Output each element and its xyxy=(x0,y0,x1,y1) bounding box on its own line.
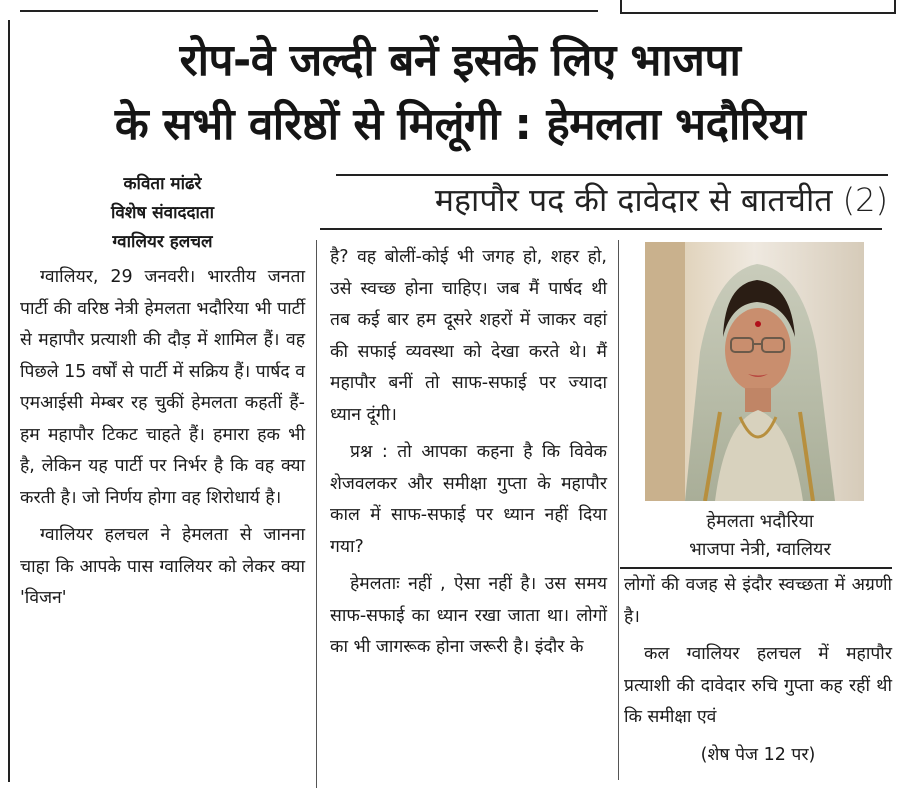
article-paragraph: ग्वालियर, 29 जनवरी। भारतीय जनता पार्टी की वरिष्ठ नेत्री हेमलता भदौरिया भी पार्टी से महापौर प्रत्याशी की दौड़ में शामिल हैं। वह पिछले 15 वर्षों से पार्टी में सक्रिय हैं। पार्षद व एमआईसी मेम्बर रह चुकीं हेमलता कहतीं हैं-हम महापौर टिकट चाहते हैं। हमारा हक भी है, लेकिन यह पार्टी पर निर्भर है कि वह क्या करती है। जो निर्णय होगा वह शिरोधार्य है। xyxy=(20,267,305,508)
left-border xyxy=(8,20,10,782)
portrait-photo xyxy=(645,242,864,501)
top-rule xyxy=(20,10,598,12)
article-paragraph: कल ग्वालियर हलचल में महापौर प्रत्याशी की दावेदार रुचि गुप्ता कह रहीं थी कि समीक्षा एवं xyxy=(624,644,892,727)
column-separator-1 xyxy=(316,240,317,788)
column-separator-2 xyxy=(618,240,619,780)
subheading: महापौर पद की दावेदार से बातचीत (2) xyxy=(434,181,888,219)
article-paragraph: लोगों की वजह से इंदौर स्वच्छता में अग्रणी है। xyxy=(624,575,892,627)
article-column-3 xyxy=(624,570,892,777)
caption-rule xyxy=(620,567,892,569)
portrait-image xyxy=(645,242,864,501)
article-paragraph: प्रश्न : तो आपका कहना है कि विवेक शेजवलकर और समीक्षा गुप्ता के महापौर काल में साफ-सफाई पर ध्यान नहीं दिया गया? xyxy=(330,442,607,557)
photo-caption-name: हेमलता भदौरिया xyxy=(706,511,814,532)
article-column-1 xyxy=(20,262,305,621)
photo-caption-title: भाजपा नेत्री, ग्वालियर xyxy=(689,539,831,560)
article-column-2 xyxy=(330,242,607,670)
byline-paper: ग्वालियर हलचल xyxy=(112,232,213,252)
subheading-top-rule xyxy=(336,174,888,176)
byline-author: कविता मांढरे xyxy=(123,174,202,194)
article-paragraph: हेमलताः नहीं , ऐसा नहीं है। उस समय साफ-सफाई का ध्यान रखा जाता था। लोगों का भी जागरूक होना जरूरी है। इंदौर के xyxy=(330,574,607,657)
subheading-bottom-rule xyxy=(320,228,882,230)
headline-line-1: रोप-वे जल्दी बनें इसके लिए भाजपा xyxy=(179,35,741,86)
continuation-note: (शेष पेज 12 पर) xyxy=(700,744,816,765)
article-paragraph: है? वह बोलीं-कोई भी जगह हो, शहर हो, उसे स्वच्छ होना चाहिए। जब मैं पार्षद थी तब कई बार हम दूसरे शहरों में जाकर वहां की सफाई व्यवस्था को देखा करते थे। मैं महापौर बनीं तो साफ-सफाई पर ज्यादा ध्यान दूंगी। xyxy=(330,247,607,425)
byline-role: विशेष संवाददाता xyxy=(110,203,215,223)
top-box-frame xyxy=(620,0,896,14)
article-paragraph: ग्वालियर हलचल ने हेमलता से जानना चाहा कि आपके पास ग्वालियर को लेकर क्या 'विजन' xyxy=(20,525,305,608)
headline-line-2: के सभी वरिष्ठों से मिलूंगी : हेमलता भदौरिया xyxy=(114,99,806,150)
